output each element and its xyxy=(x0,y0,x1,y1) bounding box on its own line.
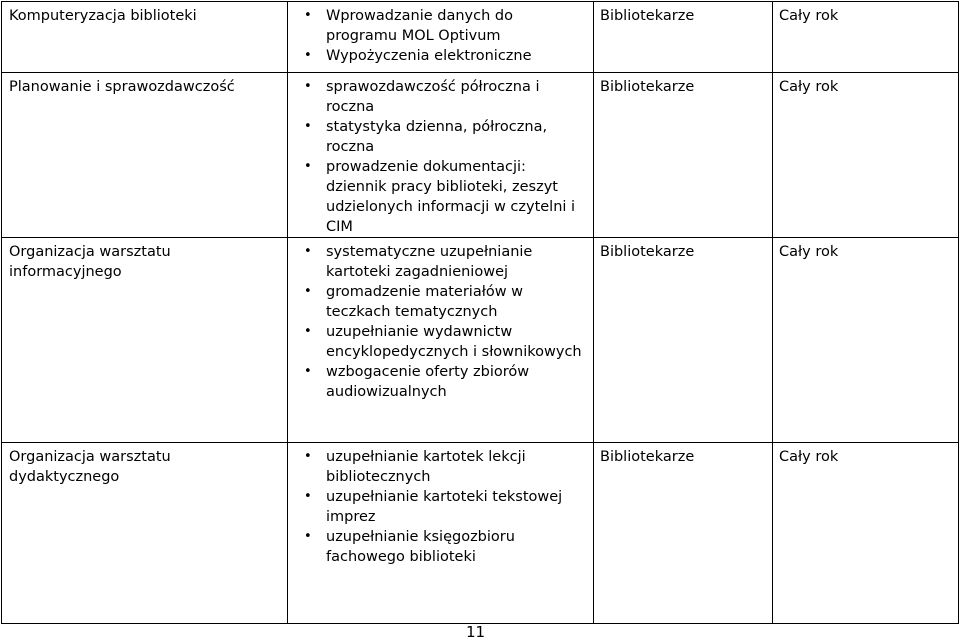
table-row xyxy=(2,443,959,624)
responsible-cell: Bibliotekarze xyxy=(594,443,773,624)
task-cell: Planowanie i sprawozdawczość xyxy=(2,73,288,238)
bullet-icon: • xyxy=(304,324,312,339)
activities-cell xyxy=(288,73,594,238)
list-item xyxy=(304,77,587,117)
activity-text: Wprowadzanie danych do programu MOL Optivum xyxy=(326,8,513,44)
list-item xyxy=(304,282,587,322)
page-number: 11 xyxy=(466,623,486,641)
activity-text: Wypożyczenia elektroniczne xyxy=(326,48,532,64)
list-item xyxy=(304,447,587,487)
activity-list xyxy=(294,77,587,237)
bullet-icon: • xyxy=(304,8,312,23)
table-row xyxy=(2,2,959,73)
list-item xyxy=(304,322,587,362)
activity-text: wzbogacenie oferty zbiorów audiowizualnych xyxy=(326,364,530,400)
bullet-icon: • xyxy=(304,529,312,544)
activity-text: uzupełnianie księgozbioru fachowego biblioteki xyxy=(326,529,515,565)
bullet-icon: • xyxy=(304,284,312,299)
activities-cell xyxy=(288,238,594,443)
activity-text: systematyczne uzupełnianie kartoteki zagadnieniowej xyxy=(326,244,533,280)
task-cell: Komputeryzacja biblioteki xyxy=(2,2,288,73)
activity-text: statystyka dzienna, półroczna, roczna xyxy=(326,119,548,155)
deadline-cell: Cały rok xyxy=(773,2,959,73)
activity-text: uzupełnianie wydawnictw encyklopedycznych i słownikowych xyxy=(326,324,582,360)
deadline-cell: Cały rok xyxy=(773,73,959,238)
bullet-icon: • xyxy=(304,159,312,174)
list-item xyxy=(304,117,587,157)
library-plan-table xyxy=(1,1,959,624)
bullet-icon: • xyxy=(304,489,312,504)
table-row xyxy=(2,238,959,443)
bullet-icon: • xyxy=(304,48,312,63)
activities-cell xyxy=(288,443,594,624)
list-item xyxy=(304,527,587,567)
activity-text: sprawozdawczość półroczna i roczna xyxy=(326,79,540,115)
list-item xyxy=(304,362,587,402)
activity-list xyxy=(294,447,587,567)
bullet-icon: • xyxy=(304,79,312,94)
deadline-cell: Cały rok xyxy=(773,238,959,443)
list-item xyxy=(304,6,587,46)
responsible-cell: Bibliotekarze xyxy=(594,73,773,238)
list-item xyxy=(304,157,587,237)
responsible-cell: Bibliotekarze xyxy=(594,238,773,443)
list-item xyxy=(304,242,587,282)
activity-text: uzupełnianie kartotek lekcji bibliotecznych xyxy=(326,449,526,485)
list-item xyxy=(304,46,587,66)
bullet-icon: • xyxy=(304,119,312,134)
activity-text: gromadzenie materiałów w teczkach tematycznych xyxy=(326,284,524,320)
bullet-icon: • xyxy=(304,244,312,259)
activity-list xyxy=(294,242,587,402)
activities-cell xyxy=(288,2,594,73)
activity-list xyxy=(294,6,587,66)
activity-text: prowadzenie dokumentacji: dziennik pracy biblioteki, zeszyt udzielonych informacji w czytelni i CIM xyxy=(326,159,576,235)
activity-text: uzupełnianie kartoteki tekstowej imprez xyxy=(326,489,563,525)
list-item xyxy=(304,487,587,527)
bullet-icon: • xyxy=(304,449,312,464)
responsible-cell: Bibliotekarze xyxy=(594,2,773,73)
deadline-cell: Cały rok xyxy=(773,443,959,624)
task-cell: Organizacja warsztatu informacyjnego xyxy=(2,238,288,443)
table-row xyxy=(2,73,959,238)
bullet-icon: • xyxy=(304,364,312,379)
task-cell: Organizacja warsztatu dydaktycznego xyxy=(2,443,288,624)
